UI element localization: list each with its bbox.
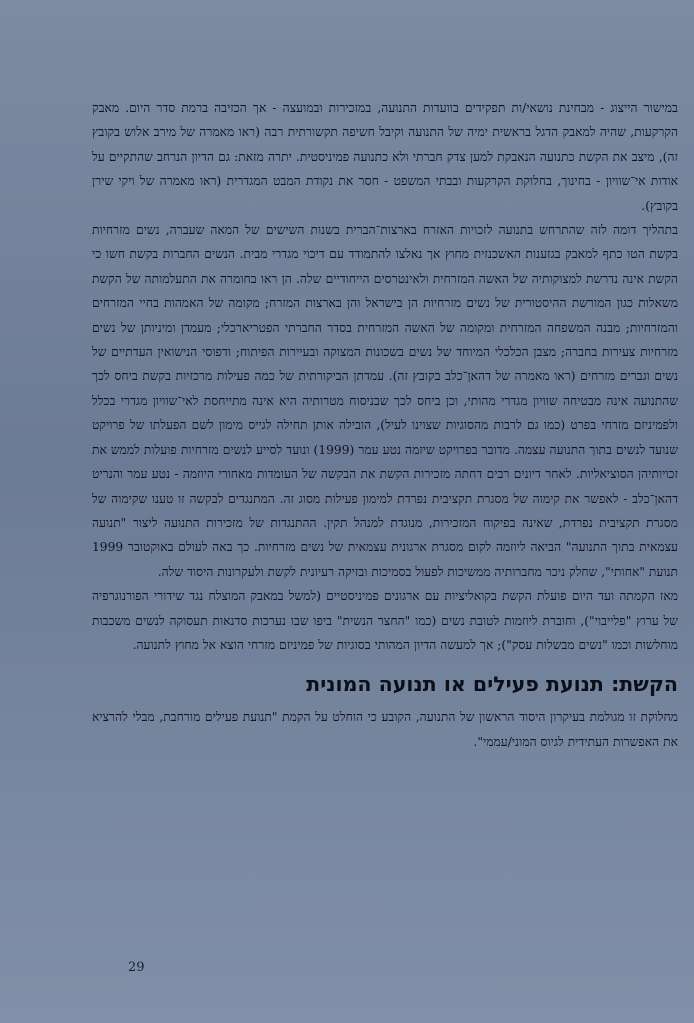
body-text — [92, 96, 678, 754]
paragraph-3: מאז הקמתה ועד היום פועלת הקשת בקואליציות עם ארגונים פמיניסטיים (למשל במאבק המוצלח נגד שידורי הפורנוגרפיה של ערוץ "פלייבוי"), וחוברת ליוזמות לטובת נשים (כמו "החצר הנשית" ביפו שבו נערכות סדנאות תעסוקה לנשים משכבות מוחלשות וכמו "נשים מבשלות עסק"); אך למעשה הדיון המהותי בסוגיות של פמיניזם מזרחי הוצא אל מחוץ לתנועה. — [92, 589, 678, 652]
section-heading: הקשת: תנועת פעילים או תנועה המונית — [306, 672, 678, 697]
paragraph-1: במישור הייצוג - מבחינת נושאי/ות תפקידים בוועדות התנועה, במזכירות ובמועצה - אך הכזיבה ברמת סדר היום. מאבק הקרקעות, שהיה למאבק הדגל בראשית ימיה של התנועה וקיבל חשיפה תקשורתית רבה (ראו מאמרה של מירב אלוש בקובץ זה), מיצב את הקשת כתנועה הנאבקת למען צדק חברתי ולא כתנועה פמיניסטית. יתרה מזאת: גם הדיון הנרחב שהתקיים על אודות אי־שוויון - בחינוך, בחלוקת הקרקעות ובבתי המשפט - חסר את נקודת המבט המגדרית (ראו מאמרה של ויקי שירן בקובץ). — [92, 101, 678, 213]
paragraph-2: בתהליך דומה לזה שהתרחש בתנועה לזכויות האזרח בארצות־הברית בשנות השישים של המאה שעברה, נשים מזרחיות בקשת הטו כתף למאבק בגזענות האשכנזית מחוץ אך נאלצו להתמודד עם דיכוי מגדרי מבית. הנשים החברות בקשת חשו כי הקשת אינה נדרשת למצוקותיה של האשה המזרחית ולאינטרסים הייחודיים שלה. הן ראו בחומרה את התעלמותה של הקשת משאלות כגון המורשת ההיסטורית של נשים מזרחיות הן בישראל והן בארצות המזרח; מקומה של האמהות בחיי המזרחים והמזרחיות; מבנה המשפחה המזרחית ומקומה של האשה המזרחית בסדר החברתי הפטריארכלי; מעמדן ומיניותן של נשים מזרחיות צעירות בחברה; מצבן הכלכלי המיוחד של נשים בשכונות המצוקה ובעיירות הפיתוח; ודפוסי הנישואין העדתיים של נשים וגברים מזרחים (ראו מאמרה של דהאן־כלב בקובץ זה). עמדתן הביקורתית של כמה פעילות מרכזיות בקשת ביחס לכך שהתנועה אינה מבטיחה שוויון מגדרי מהותי, וכן ביחס לכך שבניסוח מטרותיה היא אינה מתייחסת לאי־שוויון מגדרי בכלל ולפמיניזם מזרחי בפרט (כמו גם לרבות מהסוגיות שצוינו לעיל), הובילה אותן תחילה לגייס מימון לשם הפעלתו של פרויקט שנועד לנשים בתוך התנועה עצמה. מדובר בפרויקט שיזמה נטע עמר (1999) ונועד לסייע לנשים מזרחיות פועלות לממש את זכויותיהן הסוציאליות. לאחר דיונים רבים דחתה מזכירות הקשת את הבקשה של העומדות מאחורי היוזמה - נטע עמר והנריט דהאן־כלב - לאפשר את קימוה של מסגרת תקציבית נפרדת למימון פעילות מסוג זה. המתנגדים לבקשה זו טענו שקימוה של מסגרת תקציבית נפרדת, שאינה בפיקוח המזכירות, מנוגדת למנהל תקין. ההתנגדות של מזכירות התנועה ליצור "תנועה עצמאית בתוך התנועה" הביאה ליוזמה לקום מסגרת ארגונית עצמאית של נשים מזרחיות. כך באה לעולם באוקטובר 1999 תנועת "אחותי", שחלק ניכר מחברותיה ממשיכות לפעול בסמיכות ובזיקה רעיונית לקשת ולעקרונות היסוד שלה. — [92, 223, 678, 579]
closing-paragraph: מחלוקת זו מגולמת בעיקרון היסוד הראשון של התנועה, הקובע כי הוחלט על הקמת "תנועת פעילים מורחבת, מבלי להרציא את האפשרות העתידית לגיוס המוני/עממי". — [92, 710, 678, 749]
page-number: 29 — [128, 960, 145, 975]
